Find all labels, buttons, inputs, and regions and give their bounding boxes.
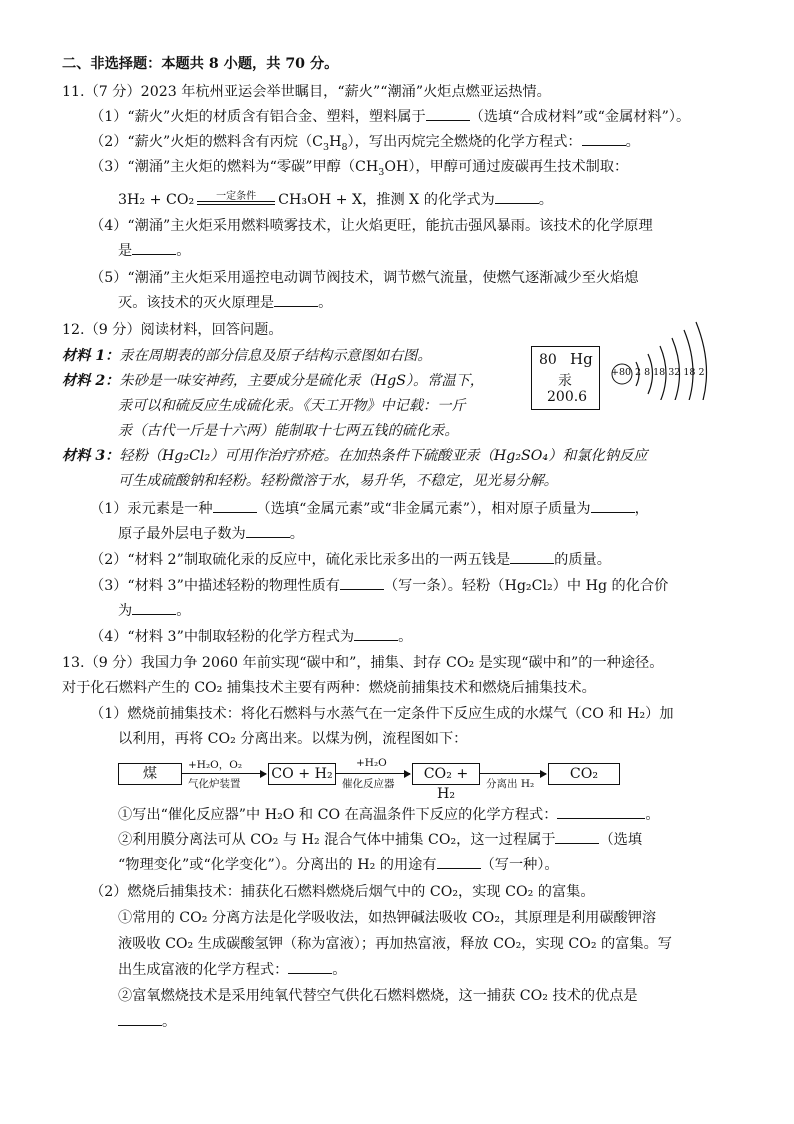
q13-t1b: 液吸收 CO₂ 生成碳酸氢钾（称为富液）；再加热富液，释放 CO₂，实现 CO₂ 的富集。写 <box>118 936 672 952</box>
q13-sub2 <box>118 830 642 850</box>
q13-stem: 13.（9 分）我国力争 2060 年前实现“碳中和”，捕集、封存 CO₂ 是实现“碳中和”的一种途径。 <box>62 655 664 671</box>
eq-condition: 一定条件 <box>216 191 257 202</box>
q11-part2-text-b: ），写出丙烷完全燃烧的化学方程式： <box>347 134 582 150</box>
process-flowchart <box>118 757 638 802</box>
flow-arrow-3 <box>480 773 546 774</box>
q11-part5-end: 。 <box>318 295 333 311</box>
answer-blank[interactable] <box>340 576 384 590</box>
shell-electrons: 2 8 18 32 18 2 <box>635 367 705 378</box>
q12-part4 <box>90 627 412 647</box>
atomic-mass: 200.6 <box>547 389 588 405</box>
q11-part4-is: 是 <box>118 243 133 259</box>
q12-material3-b: 可生成硫酸钠和轻粉。轻粉微溶于水，易升华，不稳定，见光易分解。 <box>118 473 558 489</box>
q13-t1c-end: 。 <box>332 962 347 978</box>
q12-part1 <box>90 499 649 519</box>
flow-arrow-2 <box>336 773 410 774</box>
flow-arrow2-top: +H₂O <box>356 757 387 769</box>
q12-part3-text: （3）“材料 3”中描述轻粉的物理性质有 <box>90 578 340 594</box>
q12-part3-end: 。 <box>176 603 191 619</box>
q13-t2a: ②富氧燃烧技术是采用纯氧代替空气供化石燃料燃烧，这一捕获 CO₂ 技术的优点是 <box>118 988 638 1004</box>
q13-sub1-text: ①写出“催化反应器”中 H₂O 和 CO 在高温条件下反应的化学方程式： <box>118 807 558 823</box>
q11-part5-text: 灭。该技术的灭火原理是 <box>118 295 275 311</box>
answer-blank[interactable] <box>132 241 176 255</box>
q13-t2b-end: 。 <box>162 1014 177 1030</box>
q11-part4: （4）“潮涌”主火炬采用燃料喷雾技术，让火焰更旺，能抗击强风暴雨。该技术的化学原理 <box>90 218 653 234</box>
material1-text: 汞在周期表的部分信息及原子结构示意图如右图。 <box>119 348 432 364</box>
eq-condition-arrow <box>197 190 275 210</box>
flow-box-co2: CO₂ <box>548 763 620 785</box>
flow-arrow2-bottom: 催化反应器 <box>342 778 395 790</box>
material3-text-a: 轻粉（Hg₂Cl₂）可用作治疗疥疮。在加热条件下硫酸亚汞（Hg₂SO₄）和氯化钠反应 <box>119 448 648 464</box>
answer-blank[interactable] <box>288 960 332 974</box>
flow-arrow1-bottom: 气化炉装置 <box>188 778 241 790</box>
q11-part2: （2）“薪火”火炬的燃料含有丙烷$(C_3H_8)$，写出丙烷完全燃烧的化学方程式： 。 <box>90 134 640 153</box>
q11-part4-cont <box>118 241 190 261</box>
q11-part5: （5）“潮涌”主火炬采用遥控电动调节阀技术，调节燃气流量，使燃气逐渐减少至火焰熄 <box>90 270 639 286</box>
material2-label: 材料 2： <box>62 373 120 389</box>
q12-material2-c: 汞（古代一斤是十六两）能制取十七两五钱的硫化汞。 <box>118 423 459 439</box>
q11-part2-text: （2）“薪火”火炬的燃料含有丙烷（C <box>90 134 324 150</box>
q12-part2-end: 的质量。 <box>554 552 611 568</box>
q11-part1-text: （1）“薪火”火炬的材质含有铝合金、塑料，塑料属于 <box>90 109 426 125</box>
answer-blank[interactable] <box>354 627 398 641</box>
answer-blank[interactable] <box>437 855 481 869</box>
q13-sub2-cont <box>118 855 559 875</box>
q12-material2-b: 汞可以和硫反应生成硫化汞。《天工开物》中记载：一斤 <box>118 398 466 414</box>
answer-blank[interactable] <box>510 550 554 564</box>
q12-part4-end: 。 <box>398 629 413 645</box>
section-title: 二、非选择题：本题共 8 小题，共 70 分。 <box>62 56 339 72</box>
q12-material1 <box>62 346 432 366</box>
q12-part3-cont <box>118 601 190 621</box>
q13-t1a: ①常用的 CO₂ 分离方法是化学吸收法，如热钾碱法吸收 CO₂，其原理是利用碳酸钾溶 <box>118 910 657 926</box>
q13-sub2-end: （写一种）。 <box>480 857 559 873</box>
q11-stem: 11.（7 分）2023 年杭州亚运会举世瞩目，“薪火”“潮涌”火炬点燃亚运热情。 <box>62 84 551 100</box>
q13-sub1-end: 。 <box>645 807 660 823</box>
q11-part2-h: H <box>329 134 342 150</box>
atomic-number: 80 <box>539 352 557 368</box>
answer-blank[interactable] <box>555 830 599 844</box>
q13-sub2-text-b: （选填 <box>599 832 643 848</box>
material2-text-a: 朱砂是一味安神药，主要成分是硫化汞（HgS）。常温下， <box>119 373 484 389</box>
q13-part1: （1）燃烧前捕集技术：将化石燃料与水蒸气在一定条件下反应生成的水煤气（CO 和 H₂）加 <box>90 706 674 722</box>
q13-t2b <box>118 1012 176 1032</box>
q12-part1-comma: ， <box>634 501 649 517</box>
answer-blank[interactable] <box>557 805 645 819</box>
q12-part3-text-c: 为 <box>118 603 133 619</box>
material1-label: 材料 1： <box>62 348 120 364</box>
flow-arrow-1 <box>182 773 266 774</box>
flow-box-co-h2: CO + H₂ <box>268 763 336 785</box>
flow-arrow1-top: +H₂O，O₂ <box>188 759 243 771</box>
eq-end: 。 <box>538 192 553 208</box>
flow-box-coal: 煤 <box>118 763 182 785</box>
eq-right: CH₃OH + X，推测 X 的化学式为 <box>278 192 495 208</box>
element-name: 汞 <box>558 373 572 389</box>
q13-t1c-text: 出生成富液的化学方程式： <box>118 962 289 978</box>
answer-blank[interactable] <box>495 190 539 204</box>
material3-label: 材料 3： <box>62 448 120 464</box>
q13-sub1 <box>118 805 660 825</box>
q11-part3-text: （3）“潮涌”主火炬的燃料为“零碳”甲醇（CH <box>90 159 379 175</box>
q13-part1-cont: 以利用，再将 CO₂ 分离出来。以煤为例，流程图如下： <box>118 731 468 747</box>
q11-part5-cont <box>118 293 332 313</box>
q11-part2-end: 。 <box>625 134 640 150</box>
answer-blank[interactable] <box>118 1012 162 1026</box>
answer-blank[interactable] <box>591 499 635 513</box>
nucleus-charge: +80 <box>611 367 632 378</box>
q12-part1-end: 。 <box>289 526 304 542</box>
q12-stem: 12.（9 分）阅读材料，回答问题。 <box>62 322 283 338</box>
atom-structure-diagram <box>610 318 728 400</box>
q11-part4-end: 。 <box>176 243 191 259</box>
answer-blank[interactable] <box>246 524 290 538</box>
q11-part1 <box>90 107 690 127</box>
flow-arrow3-bottom: 分离出 H₂ <box>486 778 535 790</box>
q13-sub2-text-c: “物理变化”或“化学变化”）。分离出的 H₂ 的用途有 <box>118 857 437 873</box>
q12-part3-text-b: （写一条）。轻粉（Hg₂Cl₂）中 Hg 的化合价 <box>383 578 669 594</box>
q12-material3 <box>62 446 647 466</box>
answer-blank[interactable] <box>426 107 470 121</box>
q12-part1-text-b: （选填“金属元素”或“非金属元素”），相对原子质量为 <box>256 501 591 517</box>
q11-equation <box>118 190 553 210</box>
q11-part3: （3）“潮涌”主火炬的燃料为“零碳”甲醇$(CH_3OH)$，甲醇可通过废碳再生技术制取： <box>90 159 629 178</box>
q13-t1c <box>118 960 346 980</box>
answer-blank[interactable] <box>582 132 626 146</box>
q12-part2-text: （2）“材料 2”制取硫化汞的反应中，硫化汞比汞多出的一两五钱是 <box>90 552 511 568</box>
q11-part1-text-b: （选填“合成材料”或“金属材料”）。 <box>469 109 691 125</box>
q12-part4-text: （4）“材料 3”中制取轻粉的化学方程式为 <box>90 629 355 645</box>
electron-shells-icon <box>610 318 728 400</box>
q11-part3-text-b: OH），甲醇可通过废碳再生技术制取： <box>384 159 629 175</box>
q12-part1-text: （1）汞元素是一种 <box>90 501 213 517</box>
answer-blank[interactable] <box>132 601 176 615</box>
flow-box-co2-h2: CO₂ + H₂ <box>412 763 480 785</box>
q12-part1-text-d: 原子最外层电子数为 <box>118 526 246 542</box>
q12-part2 <box>90 550 611 570</box>
answer-blank[interactable] <box>274 293 318 307</box>
q12-part1-cont <box>118 524 304 544</box>
q12-material2 <box>62 371 484 391</box>
q13-stem2: 对于化石燃料产生的 CO₂ 捕集技术主要有两种：燃烧前捕集技术和燃烧后捕集技术。 <box>62 680 596 696</box>
q13-part2: （2）燃烧后捕集技术：捕获化石燃料燃烧后烟气中的 CO₂，实现 CO₂ 的富集。 <box>90 884 595 900</box>
answer-blank[interactable] <box>213 499 257 513</box>
eq-left: 3H₂ + CO₂ <box>118 192 195 208</box>
element-symbol: Hg <box>570 350 593 368</box>
q12-part3 <box>90 576 668 596</box>
q13-sub2-text: ②利用膜分离法可从 CO₂ 与 H₂ 混合气体中捕集 CO₂，这一过程属于 <box>118 832 556 848</box>
periodic-element-card <box>531 346 600 410</box>
